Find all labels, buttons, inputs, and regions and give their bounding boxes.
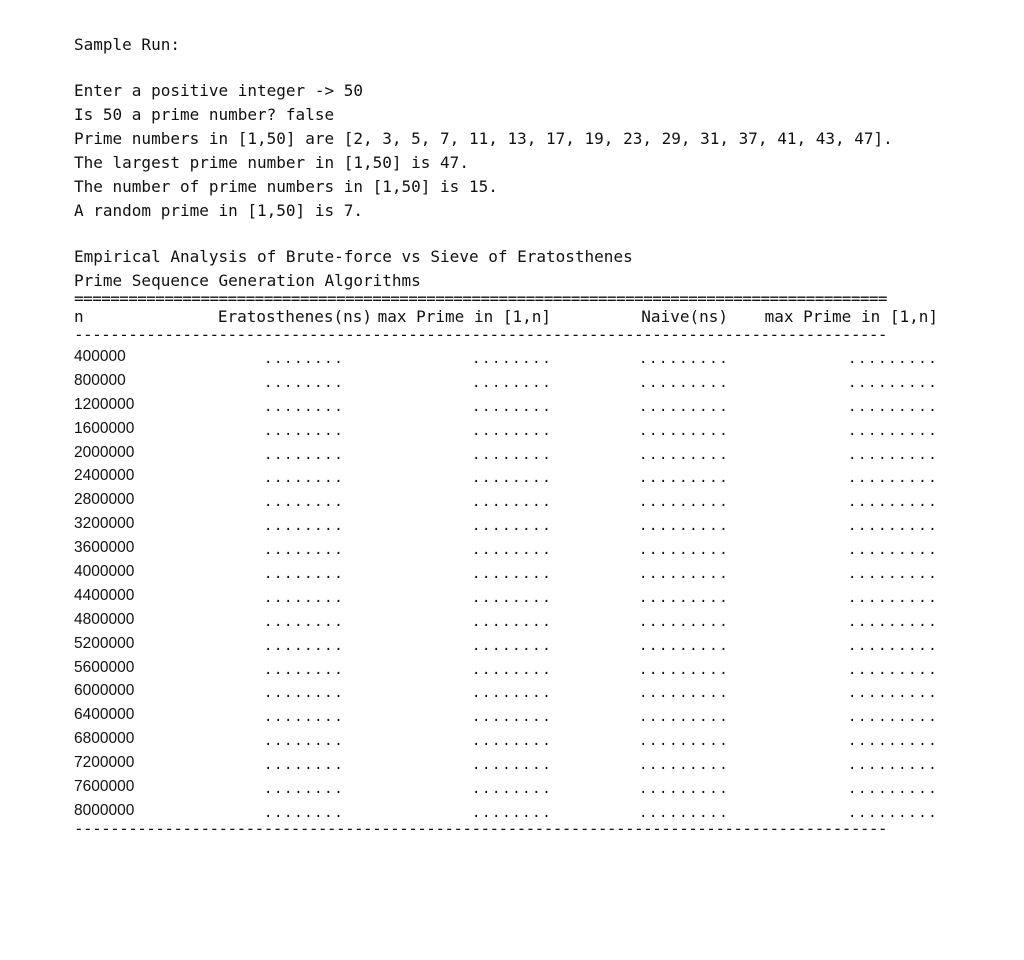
cell-eratosthenes-max-prime: ........	[472, 374, 553, 391]
cell-naive-max-prime: .........	[848, 494, 939, 511]
cell-naive-max-prime: .........	[848, 518, 939, 535]
column-header-eratosthenes-max-prime: max Prime in [1,n]	[377, 307, 551, 326]
cell-naive-ns: .........	[639, 351, 730, 367]
cell-naive-ns: .........	[639, 398, 730, 415]
analysis-title-line2: Prime Sequence Generation Algorithms	[74, 271, 421, 290]
cell-eratosthenes-ns: ........	[264, 757, 345, 774]
cell-eratosthenes-max-prime: ........	[472, 781, 553, 798]
table-row	[74, 656, 940, 680]
cell-eratosthenes-ns: ........	[264, 589, 345, 606]
cell-naive-max-prime: .........	[848, 446, 939, 463]
cell-naive-ns: .........	[639, 757, 730, 774]
cell-naive-max-prime: .........	[848, 781, 939, 798]
document-page	[74, 33, 940, 835]
table-header	[74, 305, 940, 329]
cell-eratosthenes-max-prime: ........	[472, 566, 553, 583]
cell-naive-max-prime: .........	[848, 804, 939, 821]
cell-naive-ns: .........	[639, 804, 730, 821]
cell-n: 800000	[74, 371, 126, 389]
table-row	[74, 608, 940, 632]
cell-n: 3200000	[74, 515, 135, 533]
cell-naive-ns: .........	[639, 542, 730, 559]
column-header-eratosthenes: Eratosthenes(ns)	[217, 307, 372, 326]
cell-naive-ns: .........	[639, 494, 730, 511]
cell-n: 6800000	[74, 730, 135, 748]
cell-eratosthenes-ns: ........	[264, 374, 345, 391]
cell-naive-max-prime: .........	[848, 566, 939, 583]
cell-n: 5200000	[74, 634, 135, 652]
cell-eratosthenes-max-prime: ........	[472, 661, 553, 678]
column-header-naive-max-prime: max Prime in [1,n]	[764, 307, 938, 326]
cell-n: 3600000	[74, 539, 135, 557]
cell-eratosthenes-ns: ........	[264, 781, 345, 798]
table-row	[74, 584, 940, 608]
cell-naive-ns: .........	[639, 422, 730, 439]
cell-eratosthenes-max-prime: ........	[472, 494, 553, 511]
cell-naive-max-prime: .........	[848, 661, 939, 678]
cell-eratosthenes-max-prime: ........	[472, 757, 553, 774]
table-row	[74, 369, 940, 393]
cell-naive-ns: .........	[639, 566, 730, 583]
single-rule-bottom: ------------------------------------------------------------------------------------------	[74, 822, 887, 835]
cell-n: 6400000	[74, 706, 135, 724]
table-row	[74, 751, 940, 775]
cell-eratosthenes-max-prime: ........	[472, 733, 553, 750]
cell-eratosthenes-ns: ........	[264, 542, 345, 559]
cell-eratosthenes-ns: ........	[264, 422, 345, 439]
cell-naive-max-prime: .........	[848, 589, 939, 606]
table-row	[74, 345, 940, 369]
table-row	[74, 560, 940, 584]
cell-naive-ns: .........	[639, 589, 730, 606]
cell-n: 2400000	[74, 467, 135, 485]
cell-eratosthenes-ns: ........	[264, 685, 345, 702]
table-row	[74, 488, 940, 512]
table-row	[74, 703, 940, 727]
cell-naive-ns: .........	[639, 613, 730, 630]
cell-naive-ns: .........	[639, 733, 730, 750]
cell-n: 2800000	[74, 491, 135, 509]
cell-eratosthenes-max-prime: ........	[472, 613, 553, 630]
cell-eratosthenes-ns: ........	[264, 733, 345, 750]
table-row	[74, 727, 940, 751]
cell-n: 4000000	[74, 563, 135, 581]
cell-naive-ns: .........	[639, 446, 730, 463]
analysis-title-line1: Empirical Analysis of Brute-force vs Sieve of Eratosthenes	[74, 247, 633, 266]
cell-naive-ns: .........	[639, 661, 730, 678]
cell-naive-max-prime: .........	[848, 351, 939, 367]
table-row	[74, 393, 940, 417]
cell-eratosthenes-ns: ........	[264, 446, 345, 463]
cell-eratosthenes-ns: ........	[264, 637, 345, 654]
cell-eratosthenes-max-prime: ........	[472, 685, 553, 702]
cell-naive-max-prime: .........	[848, 542, 939, 559]
cell-eratosthenes-ns: ........	[264, 398, 345, 415]
cell-naive-ns: .........	[639, 470, 730, 487]
cell-n: 8000000	[74, 801, 135, 819]
single-rule: ------------------------------------------------------------------------------------------	[74, 329, 887, 341]
cell-naive-ns: .........	[639, 374, 730, 391]
cell-eratosthenes-max-prime: ........	[472, 709, 553, 726]
cell-n: 1200000	[74, 395, 135, 413]
cell-eratosthenes-ns: ........	[264, 351, 345, 367]
cell-n: 7600000	[74, 778, 135, 796]
cell-n: 6000000	[74, 682, 135, 700]
cell-eratosthenes-max-prime: ........	[472, 398, 553, 415]
output-line: The largest prime number in [1,50] is 47.	[74, 153, 469, 172]
output-line: Is 50 a prime number? false	[74, 105, 335, 124]
cell-eratosthenes-ns: ........	[264, 661, 345, 678]
cell-n: 7200000	[74, 754, 135, 772]
cell-naive-ns: .........	[639, 685, 730, 702]
sample-run-heading: Sample Run:	[74, 35, 180, 54]
output-line: Prime numbers in [1,50] are [2, 3, 5, 7, 11, 13, 17, 19, 23, 29, 31, 37, 41, 43, 47].	[74, 129, 893, 148]
spacer	[74, 57, 940, 79]
cell-eratosthenes-ns: ........	[264, 470, 345, 487]
cell-eratosthenes-ns: ........	[264, 494, 345, 511]
table-row	[74, 417, 940, 441]
output-line: A random prime in [1,50] is 7.	[74, 201, 363, 220]
cell-eratosthenes-ns: ........	[264, 613, 345, 630]
cell-eratosthenes-max-prime: ........	[472, 446, 553, 463]
cell-n: 5600000	[74, 658, 135, 676]
cell-naive-max-prime: .........	[848, 398, 939, 415]
cell-eratosthenes-max-prime: ........	[472, 470, 553, 487]
cell-eratosthenes-max-prime: ........	[472, 637, 553, 654]
cell-eratosthenes-max-prime: ........	[472, 351, 553, 367]
cell-n: 1600000	[74, 419, 135, 437]
table-row	[74, 536, 940, 560]
table-body	[74, 345, 940, 823]
cell-eratosthenes-ns: ........	[264, 518, 345, 535]
cell-naive-ns: .........	[639, 637, 730, 654]
output-line: Enter a positive integer -> 50	[74, 81, 363, 100]
cell-eratosthenes-ns: ........	[264, 566, 345, 583]
table-row	[74, 441, 940, 465]
table-row	[74, 799, 940, 823]
cell-naive-max-prime: .........	[848, 757, 939, 774]
cell-naive-max-prime: .........	[848, 733, 939, 750]
cell-naive-ns: .........	[639, 709, 730, 726]
cell-eratosthenes-max-prime: ........	[472, 589, 553, 606]
cell-n: 2000000	[74, 443, 135, 461]
cell-naive-max-prime: .........	[848, 613, 939, 630]
cell-naive-ns: .........	[639, 518, 730, 535]
cell-naive-max-prime: .........	[848, 709, 939, 726]
column-header-n: n	[74, 307, 84, 326]
cell-eratosthenes-max-prime: ........	[472, 422, 553, 439]
column-header-naive: Naive(ns)	[641, 307, 728, 326]
cell-n: 400000	[74, 348, 126, 365]
table-row	[74, 632, 940, 656]
double-rule: ==========================================================================================	[74, 293, 887, 305]
cell-eratosthenes-max-prime: ........	[472, 542, 553, 559]
cell-n: 4400000	[74, 586, 135, 604]
cell-n: 4800000	[74, 610, 135, 628]
cell-naive-max-prime: .........	[848, 685, 939, 702]
table-row	[74, 512, 940, 536]
cell-eratosthenes-ns: ........	[264, 709, 345, 726]
cell-naive-max-prime: .........	[848, 470, 939, 487]
cell-naive-max-prime: .........	[848, 422, 939, 439]
table-row	[74, 464, 940, 488]
cell-naive-ns: .........	[639, 781, 730, 798]
table-row	[74, 679, 940, 703]
output-line: The number of prime numbers in [1,50] is 15.	[74, 177, 498, 196]
cell-eratosthenes-max-prime: ........	[472, 518, 553, 535]
cell-eratosthenes-ns: ........	[264, 804, 345, 821]
spacer	[74, 223, 940, 245]
table-row	[74, 775, 940, 799]
cell-naive-max-prime: .........	[848, 637, 939, 654]
cell-naive-max-prime: .........	[848, 374, 939, 391]
cell-eratosthenes-max-prime: ........	[472, 804, 553, 821]
